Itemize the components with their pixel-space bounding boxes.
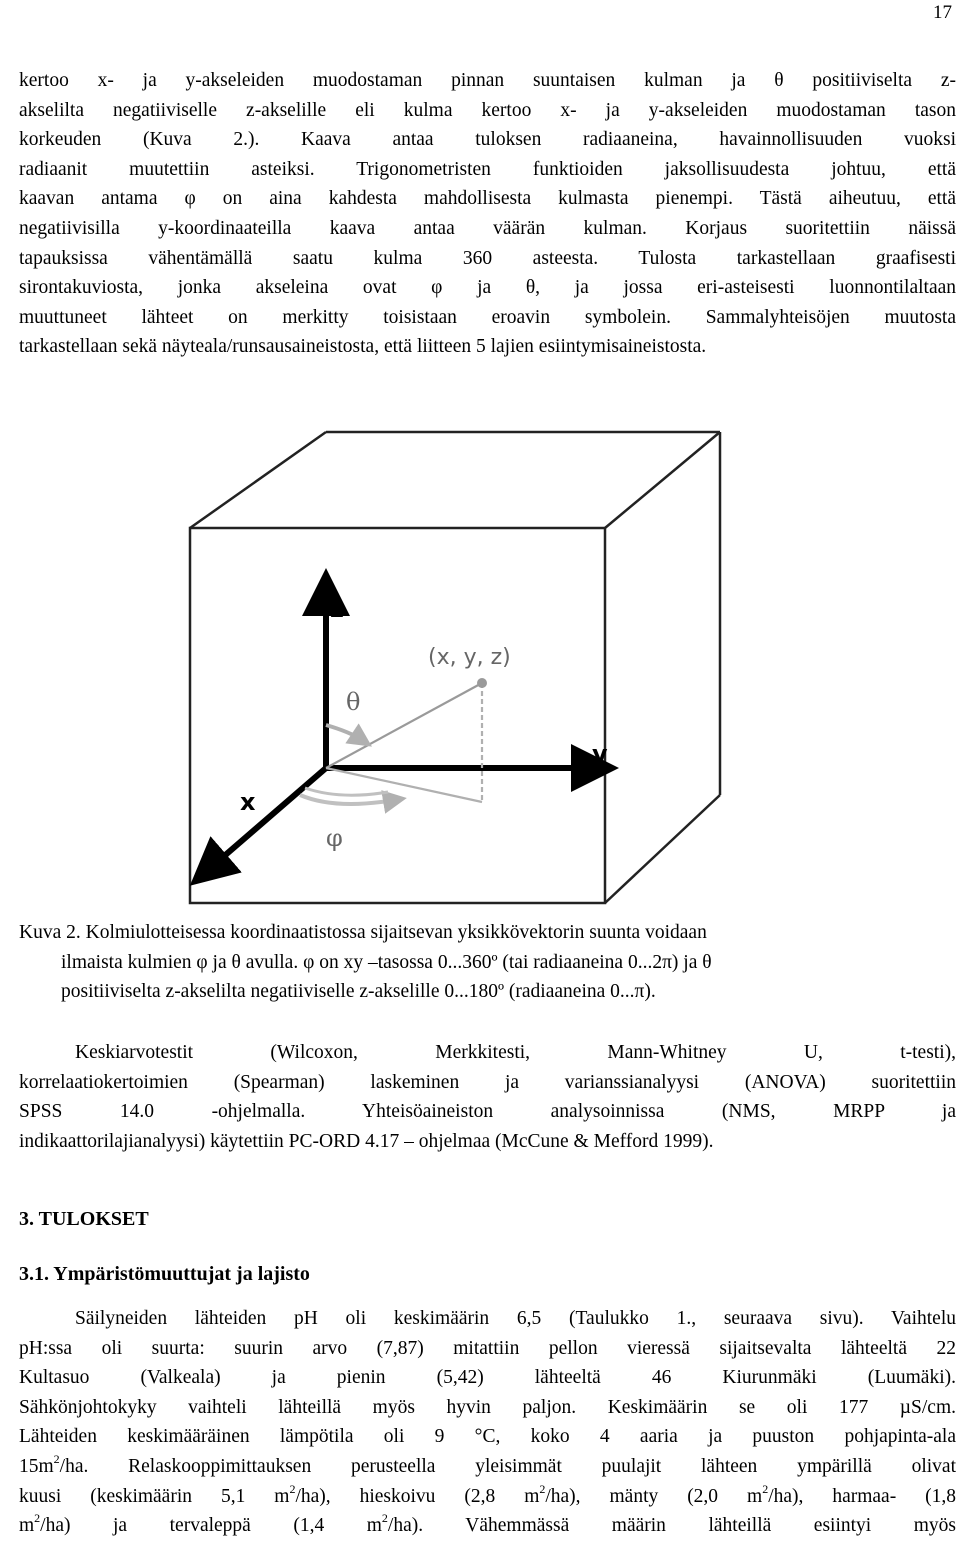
paragraph-statistics [19, 1038, 956, 1156]
label-theta: θ [346, 688, 361, 716]
text-line: Sähkönjohtokyky vaihteli lähteillä myös hyvin paljon. Keskimäärin se oli 177 µS/cm. [19, 1396, 956, 1418]
figure-caption [19, 918, 956, 1007]
text-line: SPSS 14.0 -ohjelmalla. Yhteisöaineiston analysoinnissa (NMS, MRPP ja [19, 1101, 956, 1123]
label-phi: φ [326, 824, 343, 852]
vector-endpoint [477, 678, 487, 688]
caption-line: positiiviselta z-akselilta negatiiviselle z-akselille 0...180º (radiaaneina 0...π). [61, 981, 656, 1003]
text-line: negatiivisilla y-koordinaateilla kaava antaa väärän kulman. Korjaus suoritettiin näissä [19, 217, 956, 239]
text-line: radiaanit muutettiin asteiksi. Trigonometristen funktioiden jaksollisuudesta johtuu, että [19, 158, 956, 180]
text-line: akselilta negatiiviselle z-akselille eli kulma kertoo x- ja y-akseleiden muodostaman tason [19, 99, 956, 121]
label-z: z [330, 595, 344, 623]
page-number: 17 [933, 2, 952, 23]
text-line: tarkastellaan sekä näyteala/runsausaineistosta, että liitteen 5 lajien esiintymisaineistosta. [19, 336, 707, 358]
axes [208, 592, 595, 870]
text-line: kuusi (keskimäärin 5,1 $m^2/ha$), hieskoivu (2,8 $m^2/ha$), mänty (2,0 $m^2/ha$), harmaa- (1,8 [19, 1481, 957, 1507]
section-heading: 3. TULOKSET [19, 1208, 149, 1230]
coordinate-cube-figure [140, 410, 740, 910]
text-line: korkeuden (Kuva 2.). Kaava antaa tuloksen radiaaneina, havainnollisuuden vuoksi [19, 129, 956, 151]
text-line: kertoo x- ja y-akseleiden muodostaman pinnan suuntaisen kulman ja θ positiiviselta z- [19, 70, 956, 91]
text-line: kaavan antama φ on aina kahdesta mahdollisesta kulmasta pienempi. Tästä aiheutuu, että [19, 188, 956, 210]
text-line: $15m^2/ha$. Relaskooppimittauksen perusteella yleisimmät puulajit lähteen ympärillä olivat [19, 1451, 956, 1477]
caption-line: ilmaista kulmien φ ja θ avulla. φ on xy –tasossa 0...360º (tai radiaaneina 0...2π) ja θ [61, 951, 712, 973]
x-axis [208, 768, 326, 870]
theta-arc [326, 725, 362, 740]
label-x: x [240, 788, 256, 816]
text-line: pH:ssa oli suurta: suurin arvo (7,87) mitattiin pellon vieressä sijaitsevalta lähteeltä 22 [19, 1337, 956, 1359]
text-line: Kultasuo (Valkeala) ja pienin (5,42) lähteeltä 46 Kiurunmäki (Luumäki). [19, 1367, 956, 1389]
subsection-heading: 3.1. Ympäristömuuttujat ja lajisto [19, 1263, 310, 1285]
text-line: Keskiarvotestit (Wilcoxon, Merkkitesti, Mann-Whitney U, t-testi), [75, 1042, 956, 1063]
text-line: indikaattorilajianalyysi) käytettiin PC-ORD 4.17 – ohjelmaa (McCune & Mefford 1999). [19, 1130, 714, 1152]
label-y: y [592, 740, 608, 768]
paragraph-method [19, 66, 956, 362]
text-line: $m^2/ha$) ja tervaleppä (1,4 $m^2/ha$). Vähemmässä määrin lähteillä esiintyi myös [19, 1511, 956, 1537]
text-line: muuttuneet lähteet on merkitty toisistaan eroavin symbolein. Sammalyhteisöjen muutosta [19, 306, 956, 328]
paragraph-results [19, 1304, 956, 1541]
label-point: (x, y, z) [428, 645, 511, 670]
text-line: Lähteiden keskimääräinen lämpötila oli 9 °C, koko 4 aaria ja puuston pohjapinta-ala [19, 1426, 956, 1448]
caption-line: Kuva 2. Kolmiulotteisessa koordinaatistossa sijaitsevan yksikkövektorin suunta voidaan [19, 922, 707, 943]
text-line: sirontakuviosta, jonka akseleina ovat φ ja θ, ja jossa eri-asteisesti luonnontilaltaan [19, 277, 956, 299]
text-line: korrelaatiokertoimien (Spearman) laskeminen ja varianssianalyysi (ANOVA) suoritettiin [19, 1071, 956, 1093]
text-line: tapauksissa vähentämällä saatu kulma 360 asteesta. Tulosta tarkastellaan graafisesti [19, 247, 956, 269]
text-line: Säilyneiden lähteiden pH oli keskimäärin 6,5 (Taulukko 1., seuraava sivu). Vaihtelu [75, 1308, 956, 1329]
